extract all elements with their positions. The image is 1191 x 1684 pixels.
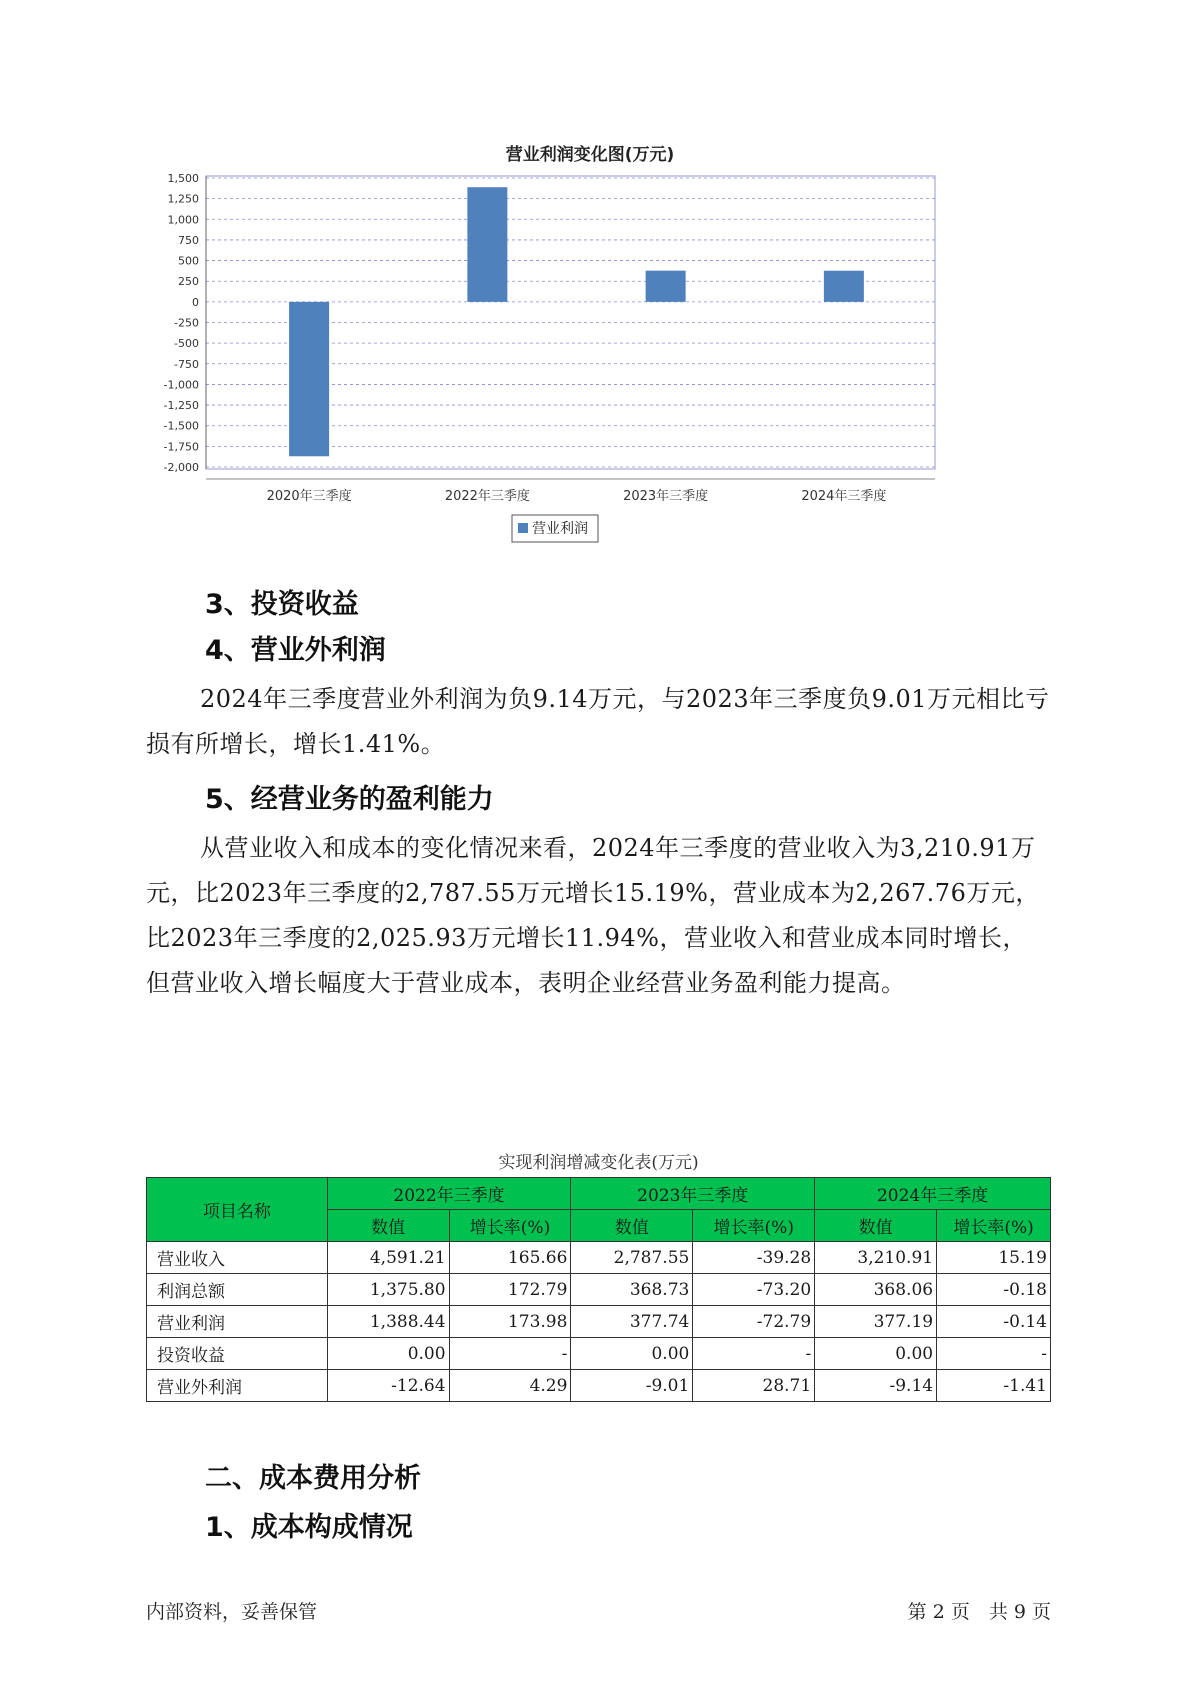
table-cell: - xyxy=(693,1338,815,1370)
table-cell: - xyxy=(449,1338,571,1370)
table-cell: 4,591.21 xyxy=(327,1242,449,1274)
y-tick-label: -750 xyxy=(174,357,199,371)
y-tick-label: 1,250 xyxy=(167,192,199,206)
table-cell: -0.18 xyxy=(937,1274,1051,1306)
bar xyxy=(824,271,864,302)
table-cell: 3,210.91 xyxy=(815,1242,937,1274)
chart-title: 营业利润变化图(万元) xyxy=(505,145,675,165)
header-period-2024: 2024年三季度 xyxy=(815,1178,1051,1210)
bar xyxy=(646,271,686,302)
header-rate: 增长率(%) xyxy=(693,1210,815,1242)
bar xyxy=(289,302,329,456)
table-cell: -9.14 xyxy=(815,1370,937,1402)
table-row xyxy=(147,1370,1051,1402)
y-tick-label: -1,250 xyxy=(163,399,199,413)
x-tick-label: 2022年三季度 xyxy=(444,489,530,504)
y-tick-label: 500 xyxy=(178,254,199,268)
section-5-title: 5、经营业务的盈利能力 xyxy=(205,784,494,815)
header-value: 数值 xyxy=(327,1210,449,1242)
footer-confidential: 内部资料，妥善保管 xyxy=(146,1601,318,1623)
row-label: 利润总额 xyxy=(147,1274,328,1306)
x-tick-label: 2020年三季度 xyxy=(266,489,352,504)
table-cell: 368.73 xyxy=(571,1274,693,1306)
y-tick-label: -500 xyxy=(174,337,199,351)
x-tick-label: 2023年三季度 xyxy=(623,489,709,504)
y-tick-label: -1,750 xyxy=(163,440,199,454)
legend-label: 营业利润 xyxy=(532,521,588,537)
table-row xyxy=(147,1274,1051,1306)
section-4-title: 4、营业外利润 xyxy=(205,635,386,666)
y-tick-label: 0 xyxy=(192,295,199,309)
operating-profit-chart xyxy=(150,135,1030,605)
y-tick-label: -250 xyxy=(174,316,199,330)
table-caption: 实现利润增减变化表(万元) xyxy=(498,1153,699,1173)
table-cell: -39.28 xyxy=(693,1242,815,1274)
part-2-section-1-title: 1、成本构成情况 xyxy=(205,1512,413,1543)
row-label: 营业外利润 xyxy=(147,1370,328,1402)
table-cell: -72.79 xyxy=(693,1306,815,1338)
section-4-body: 2024年三季度营业外利润为负9.14万元，与2023年三季度负9.01万元相比亏损有所增长，增长1.41%。 xyxy=(146,685,1050,758)
section-3-title: 3、投资收益 xyxy=(205,589,359,620)
table-cell: 0.00 xyxy=(815,1338,937,1370)
chart-svg xyxy=(150,135,1030,605)
table-cell: 1,375.80 xyxy=(327,1274,449,1306)
table-cell: 28.71 xyxy=(693,1370,815,1402)
y-tick-label: 250 xyxy=(178,275,199,289)
row-label: 营业收入 xyxy=(147,1242,328,1274)
table-cell: 165.66 xyxy=(449,1242,571,1274)
footer-page-number: 第 2 页 共 9 页 xyxy=(907,1601,1051,1623)
table-cell: 172.79 xyxy=(449,1274,571,1306)
header-value: 数值 xyxy=(815,1210,937,1242)
header-period-2023: 2023年三季度 xyxy=(571,1178,815,1210)
y-tick-label: 1,500 xyxy=(167,172,199,185)
table-cell: -1.41 xyxy=(937,1370,1051,1402)
y-tick-label: -2,000 xyxy=(163,461,199,474)
table-cell: 4.29 xyxy=(449,1370,571,1402)
table-row xyxy=(147,1306,1051,1338)
table-cell: -12.64 xyxy=(327,1370,449,1402)
table-row xyxy=(147,1338,1051,1370)
table-cell: 2,787.55 xyxy=(571,1242,693,1274)
table-cell: 377.19 xyxy=(815,1306,937,1338)
table-cell: 173.98 xyxy=(449,1306,571,1338)
table-cell: 368.06 xyxy=(815,1274,937,1306)
chart-legend xyxy=(512,515,598,542)
section-5-body: 从营业收入和成本的变化情况来看，2024年三季度的营业收入为3,210.91万元，比2023年三季度的2,787.55万元增长15.19%，营业成本为2,267.76万元，比2023年三季度的2,025.93万元增长11.94%，营业收入和营业成本同时增长，但营业收入增长幅度大于营业成本，表明企业经营业务盈利能力提高。 xyxy=(146,834,1040,997)
table-cell: 15.19 xyxy=(937,1242,1051,1274)
y-tick-label: -1,500 xyxy=(163,419,199,433)
bar xyxy=(467,187,507,302)
row-label: 营业利润 xyxy=(147,1306,328,1338)
y-tick-label: 750 xyxy=(178,233,199,247)
y-tick-label: -1,000 xyxy=(163,378,199,392)
table-cell: - xyxy=(937,1338,1051,1370)
table-cell: 1,388.44 xyxy=(327,1306,449,1338)
header-value: 数值 xyxy=(571,1210,693,1242)
table-cell: 377.74 xyxy=(571,1306,693,1338)
table-cell: -0.14 xyxy=(937,1306,1051,1338)
table-cell: 0.00 xyxy=(327,1338,449,1370)
y-tick-label: 1,000 xyxy=(167,213,199,227)
profit-change-table xyxy=(146,1177,1051,1402)
table-cell: 0.00 xyxy=(571,1338,693,1370)
table-cell: -73.20 xyxy=(693,1274,815,1306)
row-label: 投资收益 xyxy=(147,1338,328,1370)
part-2-title: 二、成本费用分析 xyxy=(205,1463,421,1494)
table-cell: -9.01 xyxy=(571,1370,693,1402)
x-tick-label: 2024年三季度 xyxy=(801,489,887,504)
table-row xyxy=(147,1242,1051,1274)
header-item-name: 项目名称 xyxy=(147,1178,328,1242)
legend-swatch xyxy=(518,523,528,533)
header-period-2022: 2022年三季度 xyxy=(327,1178,571,1210)
header-rate: 增长率(%) xyxy=(449,1210,571,1242)
header-rate: 增长率(%) xyxy=(937,1210,1051,1242)
